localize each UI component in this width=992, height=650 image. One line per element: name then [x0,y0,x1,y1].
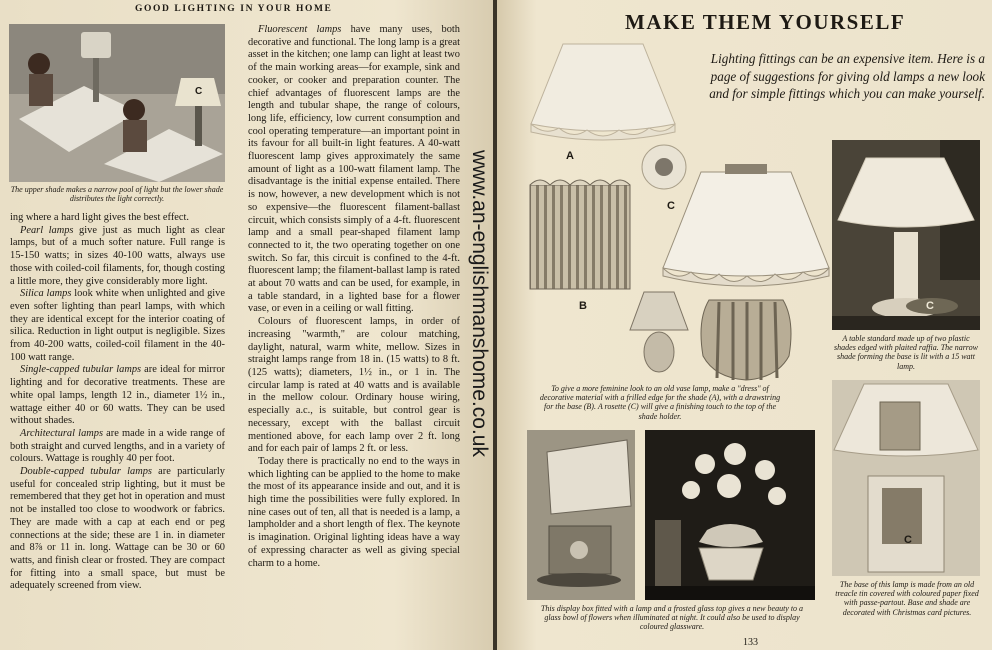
paragraph-double-capped: Double-capped tubular lamps are particularly useful for concealed strip lighting, but it must be remembered that they get hot in operation and must not be installed too close to woodwork or fabrics. They are made with a cap at each end or peg connections at the side; these are 1 in. in diameter and 8⅞ or 11 in. long. Wattage can be 30 or 60 watts, and finish clear or frosted. They are compact for fitting into a small space, but must be adequately screened from view. [10,466,225,592]
shade-cover-illustration [525,38,681,146]
website-watermark: www.an-englishmanshome.co.uk [468,150,491,457]
paragraph-today: Today there is practically no end to the ways in which lighting can be applied to the home to make the most of its appearance inside and out, and it is high time the possibilities were fully explored. In nine cases out of ten, all that is needed is a lamp, a lampholder and a short length of flex. The keynote is imagination. Original lighting ideas have a way of expressing character as well as giving special charm to a home. [248,455,460,569]
figure-caption: The upper shade makes a narrow pool of light but the lower shade distributes the light correctly. [10,185,224,204]
intro-text: Lighting fittings can be an expensive item. Here is a page of suggestions for giving old lamps a new look and for simple fittings which you can make yourself. [709,51,985,101]
vase-lamp-caption: To give a more feminine look to an old vase lamp, make a "dress" of decorative material with a frilled edge for the shade (A), with a drawstring for the base (B). A rosette (C) will give a finishing touch to the top of the shade holder. [539,384,781,421]
treacle-tin-lamp-photo [832,380,980,576]
label-c-treacle-tin: C [904,534,912,546]
page-number: 133 [743,637,758,648]
display-box-illustration [527,430,635,600]
display-box-caption: This display box fitted with a lamp and a frosted glass top gives a new beauty to a glass bowl of flowers when illuminated at night. It could also be used to display coloured glassware. [540,604,804,632]
table-standard-photo [832,140,980,330]
figure-label-c: C [195,86,203,97]
lamp-comparison-illustration [9,24,225,182]
paragraph-silica-lamps: Silica lamps look white when unlighted and give even softer lighting than pearl lamps, with which they are identical except for the interior coating of silica. Reduction in light output is negligible. Sizes from 40-200 watts, coiled-coil filament in the 40-100 watt range. [10,288,225,363]
vase-lamp-illustration [657,160,835,382]
label-c-table-standard: C [926,300,934,312]
paragraph-colours: Colours of fluorescent lamps, in order of increasing "warmth," are colour matching, daylight, natural, warm white, mellow. Sizes in straight lamps range from 18 in. (15 watts) to 8 ft. (125 watts); diameters, 1½ in., or 1 in. The circular lamp is rated at 40 watts and is available in the mellow colour. Ordinary house wiring, especially a.c., is suitable, but control gear is necessary, except with the ballast circuit mentioned above, for each lamp over 2 ft. long and for each pair of lamps 2 ft. or less. [248,316,460,455]
paragraph: ing where a hard light gives the best effect. [10,212,189,223]
left-column-1 [10,212,225,593]
flower-bowl-illustration [645,430,815,600]
display-box-photo [527,430,635,600]
table-standard-illustration [832,140,980,330]
label-a: A [566,150,574,162]
paragraph-fluorescent: Fluorescent lamps have many uses, both decorative and functional. The long lamp is a great asset in the kitchen; one lamp can light at least two of the main working areas—for example, sink and cooker, or cooker and preparation counter. The chief advantages of fluorescent lamps are the length and tubular shape, the range of colours, long life, efficiency, low current consumption and cool operating temperature—an important point in its favour for all built-in light features. A 40-watt fluorescent lamp gives approximately the same amount of light as a 100-watt filament lamp. The disadvantage is the initial expense entailed. There is now, however, a new development which is not so expensive—the fluorescent filament-ballast circuit, which consists simply of a 4-ft. fluorescent lamp and a small pear-shaped filament lamp connected to it, the two operating together on one switch. So far, this circuit is confined to the 4-ft. fluorescent lamp; the filament-ballast lamp is rated at about 70 watts and can be used, for example, in a table standard, in a lighted base for a flower vase, or even in a ceiling or wall fitting. [248,24,460,315]
paragraph-pearl-lamps: Pearl lamps give just as much light as clear lamps, but of a much softer nature. Full range is 15-150 watts; in sizes 40-100 watts, always use those with coiled-coil filaments, for, though costing a little more, they give considerably more light. [10,224,225,287]
left-column-2 [248,24,460,570]
right-page [497,0,992,650]
lamp-comparison-photo [9,24,225,182]
treacle-tin-lamp-illustration [832,380,980,576]
left-page [0,0,493,650]
paragraph-single-capped: Single-capped tubular lamps are ideal for mirror lighting and for decorative treatments. These are white opal lamps, length 12 in., diameter 1½ in., wattage either 40 or 60 watts. They can be used without shades. [10,364,225,427]
treacle-tin-caption: The base of this lamp is made from an old treacle tin covered with coloured paper fixed with passe-partout. Base and shade are decorated with Christmas card pictures. [835,580,979,617]
label-b: B [579,300,587,312]
page-title: MAKE THEM YOURSELF [625,10,906,34]
base-cover-illustration [528,175,632,293]
running-head: GOOD LIGHTING IN YOUR HOME [135,4,333,14]
label-c-rosette: C [667,200,675,212]
paragraph-architectural: Architectural lamps are made in a wide range of both straight and curved lengths, and in a variety of colours. Wattage is roughly 40 per foot. [10,427,225,465]
table-standard-caption: A table standard made up of two plastic shades edged with plaited raffia. The narrow shade forming the base is lit with a 15 watt lamp. [834,334,978,371]
flower-bowl-photo [645,430,815,600]
